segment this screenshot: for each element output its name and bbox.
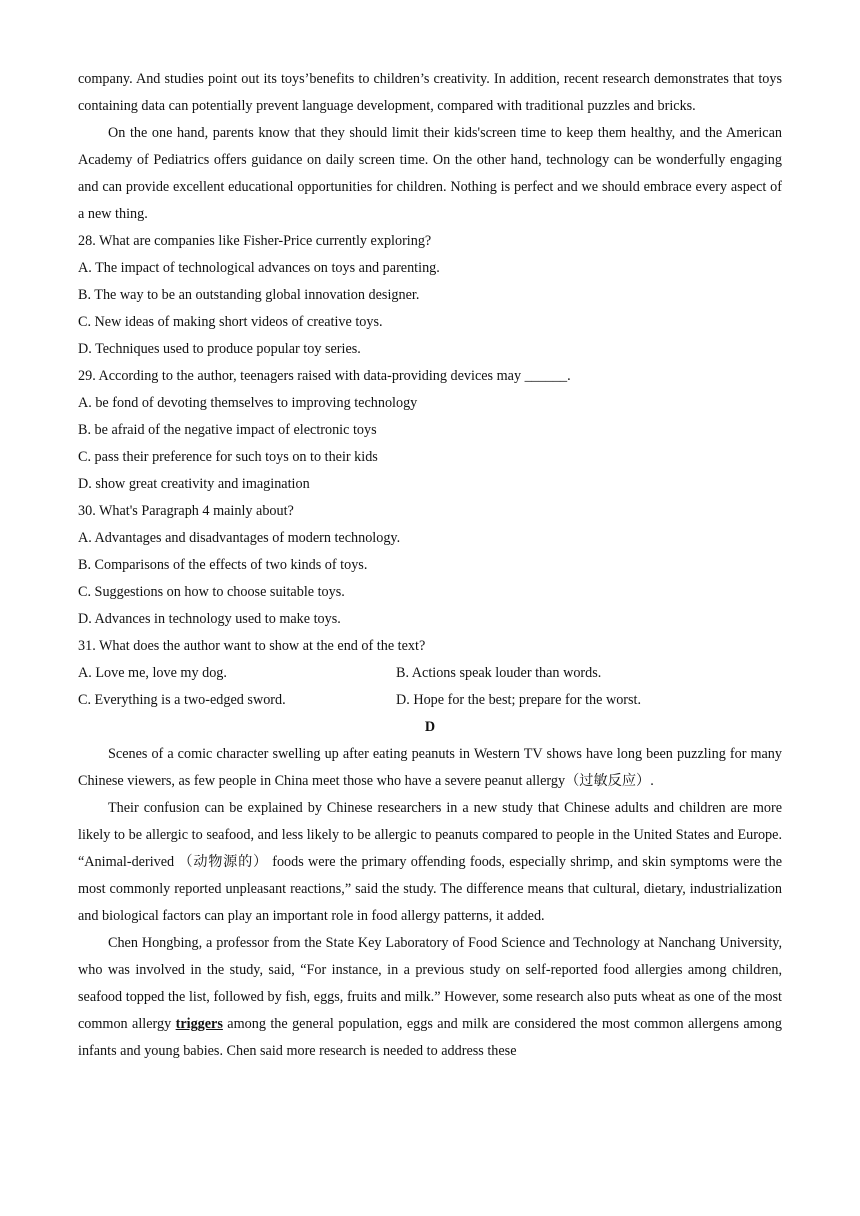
question-31 [78, 633, 782, 714]
passage-d-paragraph-3 [78, 930, 782, 1065]
option-c: C. pass their preference for such toys on to their kids [78, 449, 378, 465]
options-row-2 [78, 687, 782, 714]
option-a: A. Love me, love my dog. [78, 665, 227, 681]
option-b: B. The way to be an outstanding global innovation designer. [78, 287, 420, 303]
option-d: D. show great creativity and imagination [78, 476, 310, 492]
document-page [78, 66, 782, 1065]
options-row-1 [78, 660, 782, 687]
option-c: C. Suggestions on how to choose suitable toys. [78, 584, 345, 600]
option-c: C. New ideas of making short videos of creative toys. [78, 314, 383, 330]
option-b: B. be afraid of the negative impact of electronic toys [78, 422, 377, 438]
question-29 [78, 363, 782, 498]
passage-d-paragraph-2: Their confusion can be explained by Chinese researchers in a new study that Chinese adults and children are more likely to be allergic to seafood, and less likely to be allergic to peanuts compared to people in the United States and Europe. “Animal-derived （动物源的） foods were the primary offending foods, especially shrimp, and skin symptoms were the most commonly reported unpleasant reactions,” said the study. The difference means that cultural, dietary, industrialization and biological factors can play an important role in food allergy patterns, it added. [78, 800, 782, 924]
option-c: C. Everything is a two-edged sword. [78, 692, 286, 708]
question-stem: 29. According to the author, teenagers raised with data-providing devices may ______. [78, 368, 571, 384]
paragraph-text-after: among the general population, eggs and milk are considered the most common allergens among infants and young babies. Chen said more research is needed to address these [78, 1016, 782, 1059]
section-heading-d: D [424, 719, 436, 735]
passage-c-paragraph-end: company. And studies point out its toys’benefits to children’s creativity. In addition, recent research demonstrates that toys containing data can potentially prevent language development, compared with traditional puzzles and bricks. [78, 71, 782, 114]
question-stem: 28. What are companies like Fisher-Price currently exploring? [78, 233, 432, 249]
passage-c-paragraph-last: On the one hand, parents know that they should limit their kids'screen time to keep them healthy, and the American Academy of Pediatrics offers guidance on daily screen time. On the other hand, technology can be wonderfully engaging and can provide excellent educational opportunities for children. Nothing is perfect and we should embrace every aspect of a new thing. [78, 125, 782, 222]
passage-d-paragraph-1: Scenes of a comic character swelling up after eating peanuts in Western TV shows have long been puzzling for many Chinese viewers, as few people in China meet those who have a severe peanut allergy（过敏反应）. [78, 746, 782, 789]
option-a: A. be fond of devoting themselves to improving technology [78, 395, 418, 411]
option-a: A. The impact of technological advances on toys and parenting. [78, 260, 440, 276]
question-28 [78, 228, 782, 363]
option-d: D. Hope for the best; prepare for the worst. [396, 692, 642, 708]
option-a: A. Advantages and disadvantages of modern technology. [78, 530, 401, 546]
option-b: B. Actions speak louder than words. [396, 665, 602, 681]
question-stem: 31. What does the author want to show at the end of the text? [78, 638, 426, 654]
option-d: D. Advances in technology used to make toys. [78, 611, 341, 627]
question-stem: 30. What's Paragraph 4 mainly about? [78, 503, 294, 519]
keyword-triggers: triggers [175, 1016, 223, 1032]
paragraph-text-before: Chen Hongbing, a professor from the State Key Laboratory of Food Science and Technology at Nanchang University, who was involved in the study, said, “For instance, in a previous study on self-reported food allergies among children, seafood topped the list, followed by fish, eggs, fruits and milk.” However, some research also puts wheat as one of the most common allergy [78, 935, 782, 1032]
option-b: B. Comparisons of the effects of two kinds of toys. [78, 557, 368, 573]
question-30 [78, 498, 782, 633]
option-d: D. Techniques used to produce popular toy series. [78, 341, 361, 357]
